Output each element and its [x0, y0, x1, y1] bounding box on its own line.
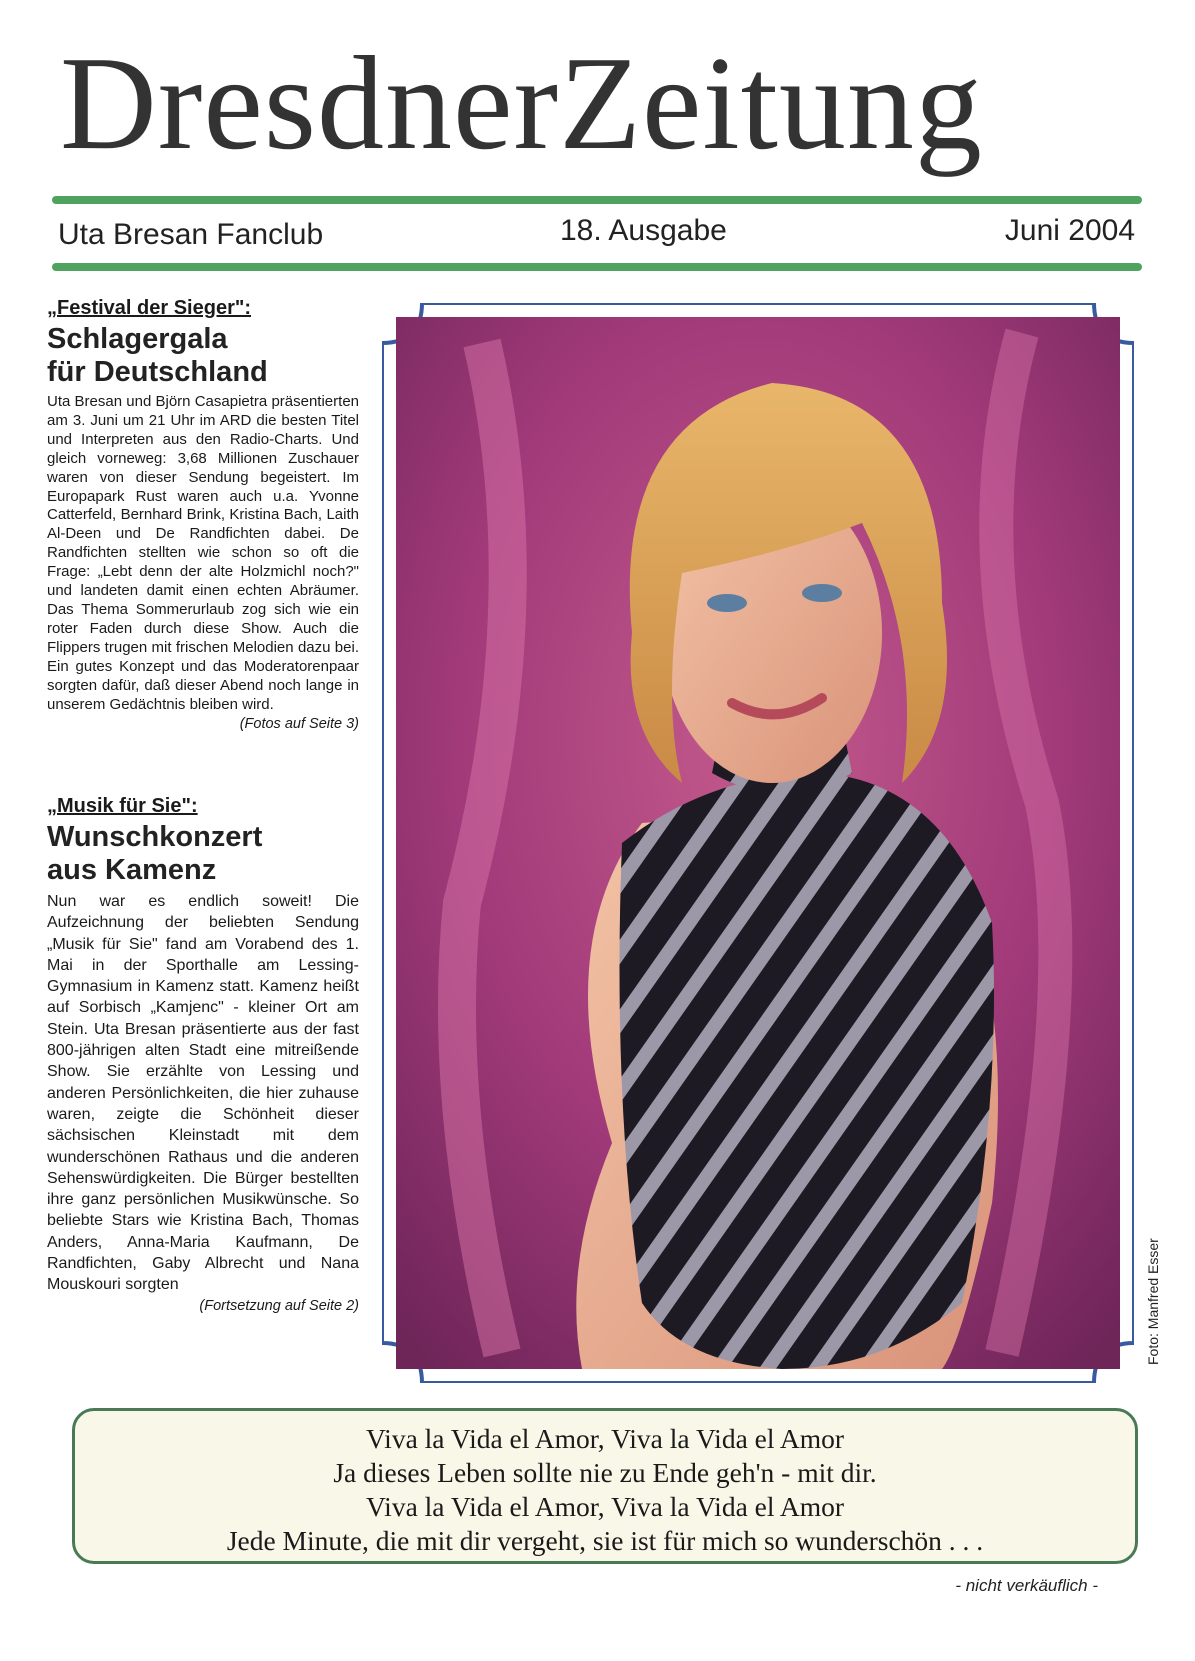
- lyrics-line-3: Viva la Vida el Amor, Viva la Vida el Amor: [365, 1491, 845, 1522]
- masthead-rule-top: [52, 196, 1142, 204]
- article-festival-body: Uta Bresan und Björn Casapietra präsentierten am 3. Juni um 21 Uhr im ARD die besten Titel und Interpreten aus den Radio-Charts. Und gleich vorneweg: 3,68 Millionen Zuschauer waren von dieser Sendung begeistert. Im Europapark Rust waren auch u.a. Yvonne Catterfeld, Bernhard Brink, Kristina Bach, Laith Al-Deen und De Randfichten dabei. De Randfichten stellten wie schon so oft die Frage: „Lebt denn der alte Holzmichl noch?" und landeten damit einen echten Abräumer. Das Thema Sommerurlaub zog sich wie ein roter Faden durch diese Show. Auch die Flippers trugen mit frischen Melodien dazu bei. Ein gutes Konzept und das Moderatorenpaar sorgten dafür, daß dieser Abend noch lange in unserem Gedächtnis bleiben wird.: [47, 393, 359, 713]
- masthead-title: DresdnerZeitung: [60, 29, 983, 177]
- article-festival-kicker: „Festival der Sieger":: [47, 297, 252, 319]
- lyrics-line-4: Jede Minute, die mit dir vergeht, sie ist für mich so wunderschön . . .: [226, 1525, 984, 1556]
- lyrics-line-1: Viva la Vida el Amor, Viva la Vida el Amor: [365, 1423, 845, 1454]
- cover-photo: [382, 303, 1134, 1383]
- article-wunschkonzert-note: (Fortsetzung auf Seite 2): [199, 1297, 359, 1314]
- article-wunschkonzert-headline-line1: Wunschkonzert: [47, 821, 263, 853]
- photo-credit: Foto: Manfred Esser: [1145, 1238, 1161, 1365]
- article-festival-note: (Fotos auf Seite 3): [239, 716, 359, 733]
- article-festival: [47, 296, 359, 732]
- cover-photo-image: [382, 303, 1134, 1383]
- article-festival-headline-line1: Schlagergala: [47, 323, 228, 355]
- article-wunschkonzert-headline: [47, 821, 359, 887]
- issue-label: 18. Ausgabe: [560, 214, 727, 247]
- lyrics-box: [72, 1408, 1138, 1564]
- article-wunschkonzert-headline-line2: aus Kamenz: [47, 854, 217, 886]
- not-for-sale-note: - nicht verkäuflich -: [955, 1576, 1098, 1595]
- article-wunschkonzert-body: Nun war es endlich soweit! Die Aufzeichnung der beliebten Sendung „Musik für Sie" fand am Vorabend des 1. Mai in der Sporthalle am Lessing-Gymnasium in Kamenz statt. Kamenz heißt auf Sorbisch „Kamjenc" - kleiner Ort am Stein. Uta Bresan präsentierte aus der fast 800-jährigen alten Stadt eine mitreißende Show. Sie erzählte von Lessing und anderen Persönlichkeiten, die hier zuhause waren, zeigte die Schönheit dieser sächsischen Kleinstadt mit dem wunderschönen Rathaus und die anderen Sehenswürdigkeiten. Die Bürger bestellten ihre ganz persönlichen Musikwünsche. So beliebte Stars wie Kristina Bach, Thomas Anders, Anna-Maria Kaufmann, De Randfichten, Gaby Albrecht und Nana Mouskouri sorgten: [47, 893, 359, 1294]
- fanclub-label: Uta Bresan Fanclub: [58, 218, 324, 251]
- article-festival-headline: [47, 323, 359, 389]
- date-label: Juni 2004: [1004, 214, 1135, 247]
- article-festival-headline-line2: für Deutschland: [47, 356, 268, 388]
- lyrics-line-2: Ja dieses Leben sollte nie zu Ende geh'n - mit dir.: [333, 1457, 877, 1488]
- article-wunschkonzert: [47, 794, 359, 1314]
- masthead-rule-bottom: [52, 263, 1142, 271]
- article-wunschkonzert-kicker: „Musik für Sie":: [47, 795, 198, 817]
